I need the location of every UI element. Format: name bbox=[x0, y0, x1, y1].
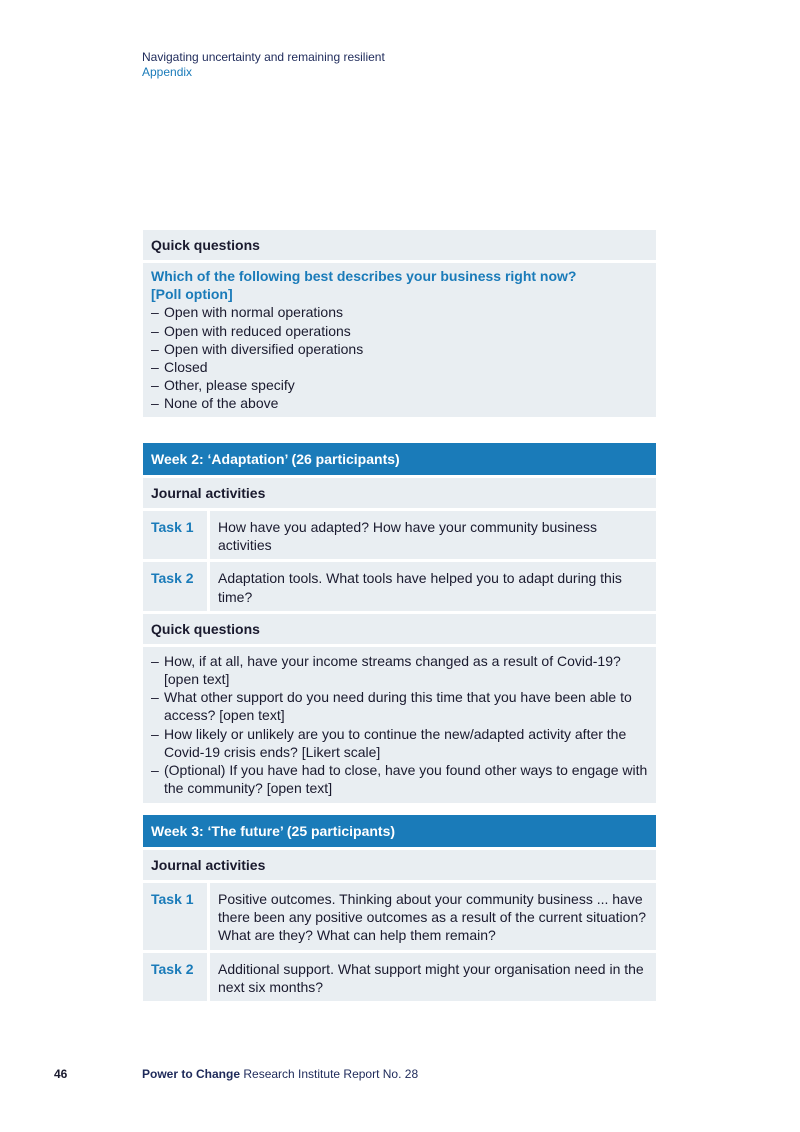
section-name: Appendix bbox=[142, 65, 193, 79]
list-item: – How, if at all, have your income streams changed as a result of Covid-19? [open text] bbox=[151, 652, 648, 688]
table-row bbox=[143, 511, 656, 562]
week2-table bbox=[143, 443, 656, 806]
task-label: Task 1 bbox=[143, 511, 207, 559]
list-item: – None of the above bbox=[151, 394, 648, 412]
document-title: Navigating uncertainty and remaining resilient bbox=[142, 50, 385, 64]
running-header bbox=[142, 50, 385, 80]
footer-report: Research Institute Report No. 28 bbox=[243, 1067, 419, 1081]
week3-table bbox=[143, 815, 656, 1004]
poll-options-list bbox=[151, 303, 648, 412]
table-row bbox=[143, 562, 656, 613]
task-label: Task 2 bbox=[143, 562, 207, 610]
footer-text bbox=[142, 1067, 418, 1082]
list-item: – Other, please specify bbox=[151, 376, 648, 394]
poll-option-tag: [Poll option] bbox=[151, 286, 233, 303]
task-label: Task 2 bbox=[143, 953, 207, 1001]
poll-question: Which of the following best describes your business right now? bbox=[151, 268, 577, 284]
list-item: – (Optional) If you have had to close, have you found other ways to engage with the community? [open text] bbox=[151, 761, 648, 797]
page-number: 46 bbox=[54, 1067, 68, 1081]
week2-title: Week 2: ‘Adaptation’ (26 participants) bbox=[143, 443, 656, 478]
week2-questions-cell bbox=[143, 647, 656, 807]
task-text: How have you adapted? How have your community business activities bbox=[210, 511, 656, 559]
table-row bbox=[143, 883, 656, 953]
task-text: Additional support. What support might your organisation need in the next six months? bbox=[210, 953, 656, 1001]
week2-quick-heading: Quick questions bbox=[143, 614, 656, 647]
task-label: Task 1 bbox=[143, 883, 207, 950]
week2-questions-list bbox=[151, 652, 648, 798]
table-row bbox=[143, 953, 656, 1004]
list-item: – Closed bbox=[151, 358, 648, 376]
week3-journal-heading: Journal activities bbox=[143, 850, 656, 883]
quick-questions-heading: Quick questions bbox=[143, 230, 656, 263]
quick-questions-table bbox=[143, 230, 656, 420]
week3-title: Week 3: ‘The future’ (25 participants) bbox=[143, 815, 656, 850]
week2-journal-heading: Journal activities bbox=[143, 478, 656, 511]
list-item: – Open with normal operations bbox=[151, 303, 648, 321]
list-item: – What other support do you need during this time that you have been able to access? [open text] bbox=[151, 688, 648, 724]
list-item: – Open with diversified operations bbox=[151, 340, 648, 358]
poll-question-cell bbox=[143, 263, 656, 420]
list-item: – Open with reduced operations bbox=[151, 322, 648, 340]
list-item: – How likely or unlikely are you to continue the new/adapted activity after the Covid-19 crisis ends? [Likert scale] bbox=[151, 725, 648, 761]
footer-brand: Power to Change bbox=[142, 1067, 241, 1081]
task-text: Adaptation tools. What tools have helped you to adapt during this time? bbox=[210, 562, 656, 610]
task-text: Positive outcomes. Thinking about your community business ... have there been any positive outcomes as a result of the current situation? What are they? What can help them remain? bbox=[210, 883, 656, 950]
